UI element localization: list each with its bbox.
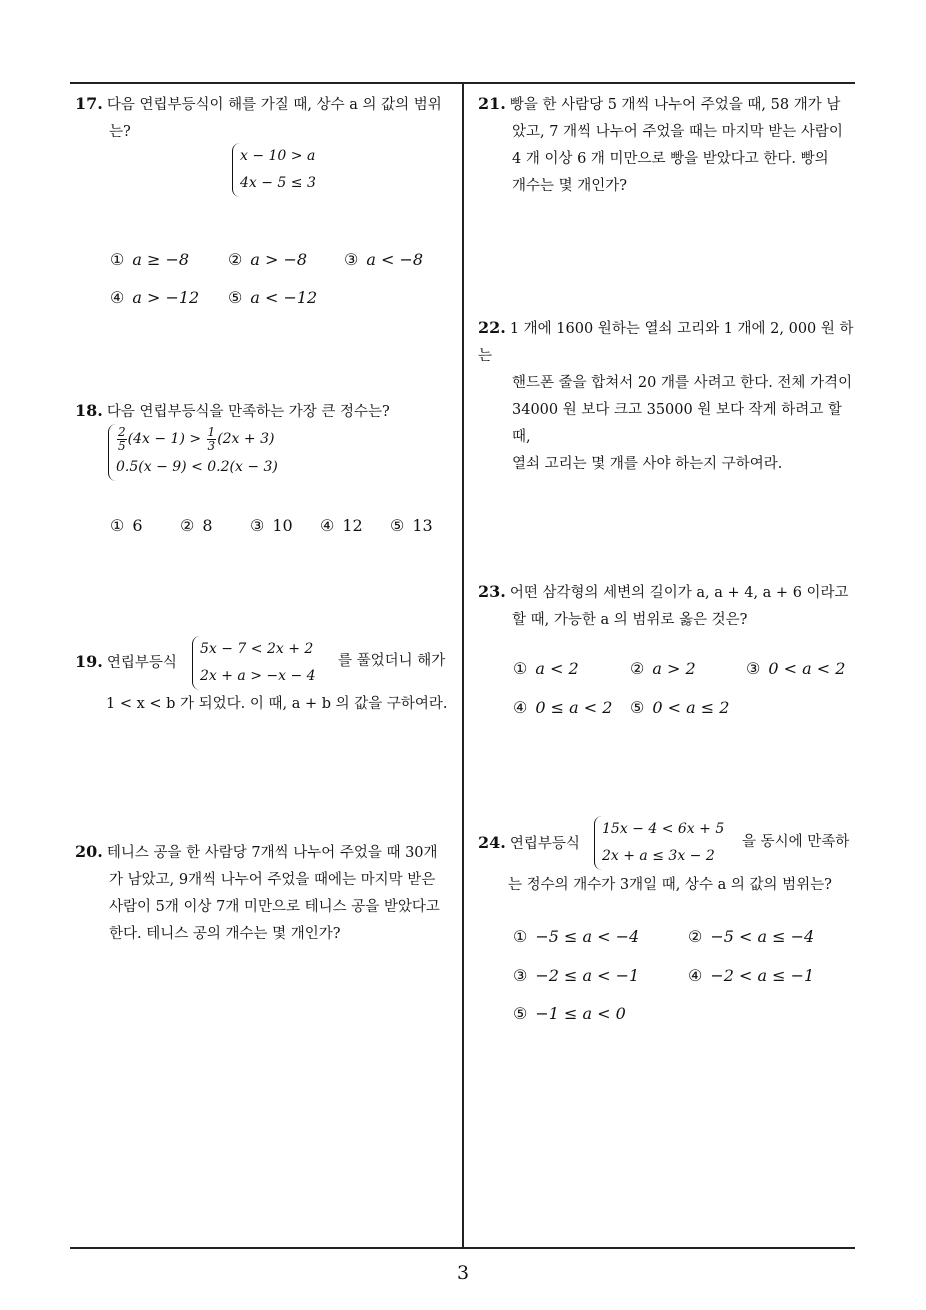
- question-text-cont: 열쇠 고리는 몇 개를 사야 하는지 구하여라.: [512, 456, 783, 472]
- question-17: [75, 90, 455, 146]
- choice-5[interactable]: ⑤ 13: [390, 516, 433, 535]
- question-number: 22.: [478, 318, 506, 337]
- equation: 2x + a ≤ 3x − 2: [602, 848, 715, 864]
- question-text: 1 개에 1600 원하는 열쇠 고리와 1 개에 2, 000 원 하는: [478, 321, 854, 364]
- question-text-cont: 았고, 7 개씩 나누어 주었을 때는 마지막 받는 사람이: [512, 124, 843, 140]
- choice-3[interactable]: ③ −2 ≤ a < −1: [513, 966, 640, 985]
- question-text-cont: 는?: [109, 124, 131, 140]
- inequality-system-19: [192, 636, 316, 690]
- column-divider: [462, 82, 464, 1248]
- question-text: 테니스 공을 한 사람당 7개씩 나누어 주었을 때 30개: [106, 845, 438, 861]
- page-number: 3: [456, 1262, 470, 1284]
- question-text-cont: 한다. 테니스 공의 개수는 몇 개인가?: [109, 926, 341, 942]
- choice-2[interactable]: ② a > −8: [228, 250, 308, 269]
- question-text: 연립부등식: [509, 836, 580, 852]
- question-22: [478, 314, 863, 478]
- bottom-rule: [70, 1247, 855, 1249]
- choice-1[interactable]: ① a < 2: [513, 659, 579, 678]
- question-23: [478, 578, 863, 634]
- question-text: 다음 연립부등식이 해를 가질 때, 상수 a 의 값의 범위: [106, 97, 442, 113]
- question-text-tail: 를 풀었더니 해가: [338, 653, 446, 669]
- equation: x − 10 > a: [240, 148, 316, 164]
- equation: 5x − 7 < 2x + 2: [200, 641, 314, 657]
- choice-3[interactable]: ③ a < −8: [344, 250, 424, 269]
- equation: $\frac{2}{5}$ (4x − 1) > $\frac{1}{3}$ (2x + 3): [118, 424, 275, 453]
- question-text-cont: 할 때, 가능한 a 의 범위로 옳은 것은?: [512, 612, 748, 628]
- question-number: 18.: [75, 401, 103, 420]
- question-text-cont: 개수는 몇 개인가?: [512, 178, 628, 194]
- choice-1[interactable]: ① −5 ≤ a < −4: [513, 927, 640, 946]
- question-text-cont: 34000 원 보다 크고 35000 원 보다 작게 하려고 할 때,: [512, 402, 842, 445]
- equation: 2x + a > −x − 4: [200, 668, 316, 684]
- choice-4[interactable]: ④ 12: [320, 516, 363, 535]
- choice-2[interactable]: ② 8: [180, 516, 213, 535]
- question-number: 17.: [75, 94, 103, 113]
- fraction: $\frac{2}{5}$: [118, 424, 126, 453]
- question-text-cont: 핸드폰 줄을 합쳐서 20 개를 사려고 한다. 전체 가격이: [512, 375, 853, 391]
- inequality-system-18: [108, 424, 278, 481]
- choice-3[interactable]: ③ 0 < a < 2: [746, 659, 846, 678]
- question-number: 20.: [75, 842, 103, 861]
- choice-4[interactable]: ④ a > −12: [110, 288, 200, 307]
- question-text-cont: 가 남았고, 9개씩 나누어 주었을 때에는 마지막 받은: [109, 872, 436, 888]
- question-text-cont: 사람이 5개 이상 7개 미만으로 테니스 공을 받았다고: [109, 899, 440, 915]
- question-number: 23.: [478, 582, 506, 601]
- choice-4[interactable]: ④ 0 ≤ a < 2: [513, 698, 613, 717]
- question-number: 19.: [75, 652, 103, 671]
- equation: 4x − 5 ≤ 3: [240, 175, 316, 191]
- inequality-system-24: [594, 816, 724, 870]
- choice-5[interactable]: ⑤ 0 < a ≤ 2: [630, 698, 730, 717]
- question-text-cont: 는 정수의 개수가 3개일 때, 상수 a 의 값의 범위는?: [508, 877, 832, 893]
- question-21: [478, 90, 863, 200]
- question-text-tail: 을 동시에 만족하: [742, 834, 850, 850]
- question-text-cont: 1 < x < b 가 되었다. 이 때, a + b 의 값을 구하여라.: [106, 696, 448, 712]
- question-20: [75, 838, 460, 948]
- question-text-cont: 4 개 이상 6 개 미만으로 빵을 받았다고 한다. 빵의: [512, 151, 829, 167]
- question-text: 연립부등식: [106, 655, 177, 671]
- inequality-system-17: [232, 143, 316, 197]
- question-18: [75, 397, 455, 426]
- choice-2[interactable]: ② −5 < a ≤ −4: [688, 927, 815, 946]
- choice-5[interactable]: ⑤ a < −12: [228, 288, 318, 307]
- choice-3[interactable]: ③ 10: [250, 516, 293, 535]
- choice-5[interactable]: ⑤ −1 ≤ a < 0: [513, 1004, 626, 1023]
- choice-2[interactable]: ② a > 2: [630, 659, 696, 678]
- choice-4[interactable]: ④ −2 < a ≤ −1: [688, 966, 815, 985]
- question-number: 21.: [478, 94, 506, 113]
- choice-1[interactable]: ① 6: [110, 516, 143, 535]
- equation: 0.5(x − 9) < 0.2(x − 3): [116, 459, 278, 475]
- question-number: 24.: [478, 833, 506, 852]
- choice-1[interactable]: ① a ≥ −8: [110, 250, 190, 269]
- equation: 15x − 4 < 6x + 5: [602, 821, 725, 837]
- fraction: $\frac{1}{3}$: [207, 424, 216, 453]
- question-text: 빵을 한 사람당 5 개씩 나누어 주었을 때, 58 개가 남: [509, 97, 841, 113]
- question-text: 다음 연립부등식을 만족하는 가장 큰 정수는?: [106, 404, 390, 420]
- question-text: 어떤 삼각형의 세변의 길이가 a, a + 4, a + 6 이라고: [509, 585, 849, 601]
